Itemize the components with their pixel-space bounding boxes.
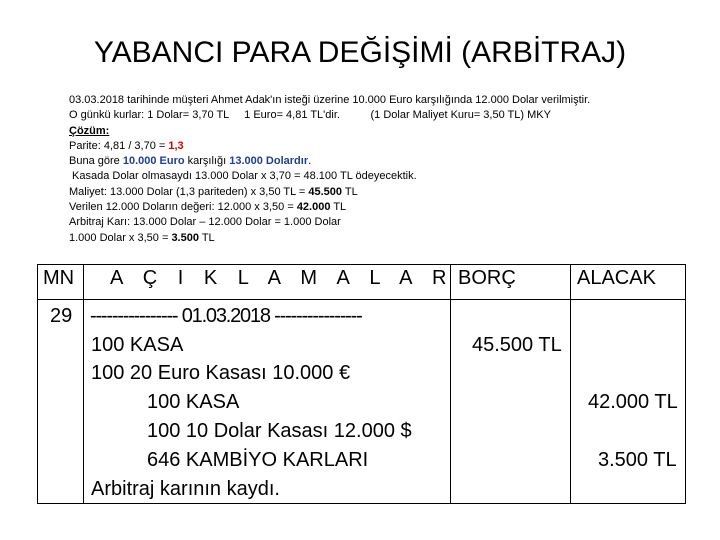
equivalence-text: Buna göre	[69, 155, 123, 168]
parity-line	[69, 139, 689, 154]
credit-amount-dollar: 42.000 TL	[588, 391, 678, 413]
problem-line-2: O günkü kurlar: 1 Dolar= 3,70 TL 1 Euro= 4,81 TL'dir. (1 Dolar Maliyet Kuru= 3,50 TL) MKY	[69, 109, 551, 122]
header-alacak: ALACAK	[577, 267, 656, 289]
euro-amount: 10.000 Euro	[122, 155, 185, 168]
credit-account-kasa: 100 KASA	[147, 391, 240, 413]
table-divider-aciklama	[450, 264, 451, 504]
profit-tl-value: 3.500	[171, 231, 199, 244]
header-mn: MN	[43, 267, 75, 289]
header-aciklamalar: A Ç I K L A M A L A R	[110, 267, 454, 289]
given-value-unit: TL	[330, 201, 347, 214]
table-right-border	[685, 264, 686, 504]
cash-line: Kasada Dolar olmasaydı 13.000 Dolar x 3,70 = 48.100 TL ödeyecektik.	[69, 170, 417, 183]
profit-tl-line	[69, 231, 689, 246]
dollar-amount: 13.000 Dolardır	[229, 155, 309, 168]
profit-tl-text: 1.000 Dolar x 3,50 =	[69, 231, 172, 244]
credit-subaccount-dollar: 100 10 Dolar Kasası 12.000 $	[147, 420, 412, 442]
page-title: YABANCI PARA DEĞİŞİMİ (ARBİTRAJ)	[93, 36, 627, 69]
problem-line-1: 03.03.2018 tarihinde müşteri Ahmet Adak'ın isteği üzerine 10.000 Euro karşılığında 12.000 Dolar verilmiştir.	[69, 94, 591, 106]
given-value-line	[69, 200, 689, 215]
debit-amount: 45.500 TL	[472, 334, 562, 356]
given-value-text: Verilen 12.000 Doların değeri: 12.000 x 3,50 =	[69, 201, 297, 214]
profit-tl-unit: TL	[198, 231, 215, 244]
equivalence-suffix: .	[308, 155, 312, 168]
parity-value: 1,3	[168, 139, 184, 152]
table-left-border	[37, 264, 38, 504]
cost-line	[69, 185, 689, 200]
cost-unit: TL	[342, 185, 358, 198]
problem-statement	[69, 93, 689, 246]
entry-explanation: Arbitraj karının kaydı.	[91, 478, 280, 500]
given-value: 42.000	[296, 201, 331, 214]
header-borc: BORÇ	[458, 267, 516, 289]
table-divider-borc	[570, 264, 571, 504]
cost-text: Maliyet: 13.000 Dolar (1,3 pariteden) x 3,50 TL =	[69, 185, 309, 198]
debit-subaccount-euro: 100 20 Euro Kasası 10.000 €	[91, 362, 351, 384]
arbitrage-profit-line: Arbitraj Karı: 13.000 Dolar – 12.000 Dolar = 1.000 Dolar	[69, 216, 341, 229]
table-header-border	[37, 299, 685, 300]
entry-date-line: ---------------- 01.03.2018 ----------------	[90, 305, 362, 327]
debit-account-kasa: 100 KASA	[91, 334, 184, 356]
equivalence-mid: karşılığı	[184, 155, 230, 168]
credit-amount-kambiyo: 3.500 TL	[598, 449, 677, 471]
cost-value: 45.500	[308, 185, 343, 198]
entry-number: 29	[50, 305, 73, 327]
table-divider-mn	[83, 264, 84, 504]
table-bottom-border	[37, 503, 685, 504]
solution-heading: Çözüm:	[69, 124, 110, 137]
parity-text: Parite: 4,81 / 3,70 =	[69, 139, 169, 152]
credit-account-kambiyo: 646 KAMBİYO KARLARI	[147, 449, 369, 471]
table-top-border	[37, 264, 685, 265]
equivalence-line	[69, 154, 689, 169]
